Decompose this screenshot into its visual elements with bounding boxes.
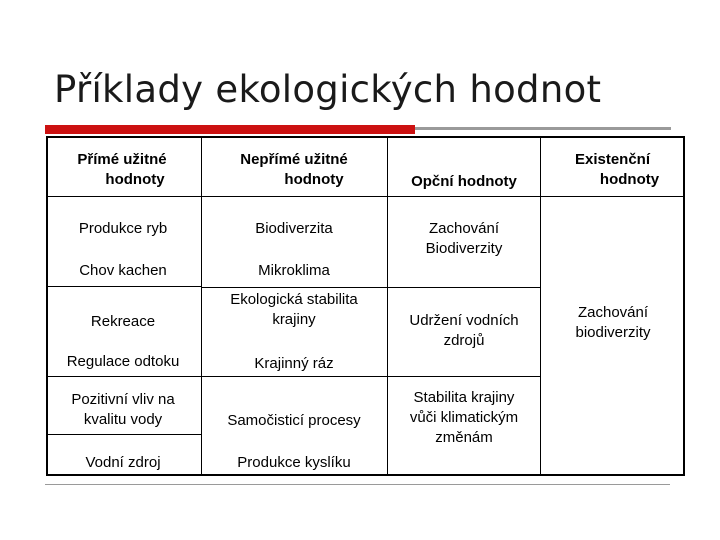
direct-use-item: Rekreace [90,313,156,330]
option-value-item [389,388,539,448]
header-line: Nepřímé užitné [240,151,348,168]
row-divider [201,287,387,288]
cell-line: Udržení vodních [409,312,519,329]
existence-value-item [543,303,683,343]
indirect-use-item: Samočisticí procesy [227,412,361,429]
cell-line: biodiverzity [575,324,651,341]
indirect-use-item: Mikroklima [258,262,330,279]
cell-line: Zachování [577,304,649,321]
cell-line: kvalitu vody [83,411,163,428]
row-divider [387,287,540,288]
header-direct-use [52,150,192,190]
cell-line: změnám [435,429,493,446]
cell-line: Biodiverzity [425,240,503,257]
cell-line: Zachování [428,220,500,237]
row-divider [387,376,540,377]
row-divider [201,376,387,377]
title-underline-accent [45,125,415,134]
header-divider [46,196,685,197]
slide-title: Příklady ekologických hodnot [54,68,602,111]
direct-use-item: Regulace odtoku [66,353,180,370]
cell-line: vůči klimatickým [409,409,519,426]
title-underline-rule [415,127,671,130]
direct-use-item: Produkce ryb [78,220,168,237]
cell-line: krajiny [272,311,316,328]
direct-use-item: Vodní zdroj [85,454,161,471]
table-divider [201,136,202,476]
option-value-item [389,219,539,259]
header-line: hodnoty [599,171,660,188]
cell-line: Ekologická stabilita [230,291,358,308]
table-divider [387,136,388,476]
direct-use-item [48,390,198,430]
indirect-use-item [203,290,385,330]
indirect-use-item: Krajinný ráz [254,355,334,372]
header-existence-value [545,150,680,190]
header-line: Přímé užitné [77,151,167,168]
option-value-item [389,311,539,351]
cell-line: zdrojů [443,332,485,349]
cell-line: Pozitivní vliv na [71,391,175,408]
header-option-value: Opční hodnoty [411,173,517,190]
header-line: hodnoty [105,171,165,188]
table-divider [540,136,541,476]
header-indirect-use [206,150,382,190]
footer-rule [45,484,670,485]
direct-use-item: Chov kachen [79,262,167,279]
cell-line: Stabilita krajiny [413,389,515,406]
row-divider [46,434,201,435]
header-line: hodnoty [284,171,344,188]
header-line: Existenční [574,151,651,168]
row-divider [46,286,201,287]
indirect-use-item: Biodiverzita [255,220,333,237]
indirect-use-item: Produkce kyslíku [237,454,351,471]
row-divider [46,376,201,377]
